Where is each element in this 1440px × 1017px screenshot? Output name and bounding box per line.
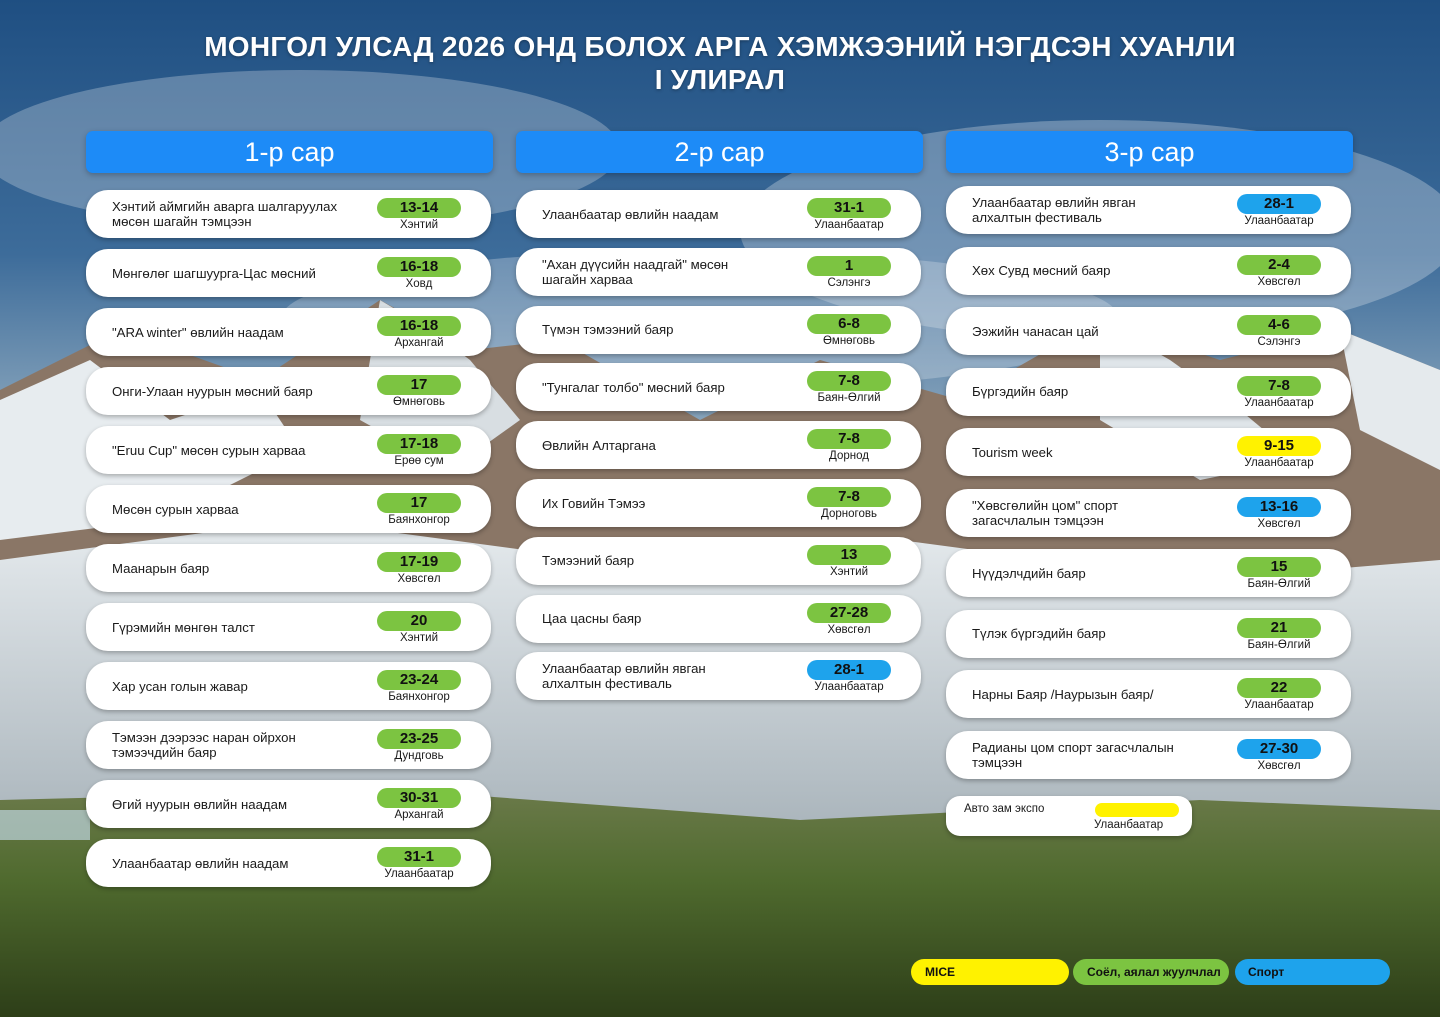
event-card[interactable]: [86, 721, 491, 769]
event-card[interactable]: [946, 307, 1351, 355]
legend-label: Спорт: [1248, 965, 1285, 979]
month-header: 2-р сар: [516, 131, 923, 173]
event-name-line: Тэмээний баяр: [542, 553, 635, 569]
event-card[interactable]: [946, 489, 1351, 537]
event-name-line: Бүргэдийн баяр: [972, 384, 1069, 399]
event-place: Хөвсгөл: [1257, 275, 1301, 288]
event-card[interactable]: [86, 780, 491, 828]
page-title-line-1: МОНГОЛ УЛСАД 2026 ОНД БОЛОХ АРГА ХЭМЖЭЭНИЙ НЭГДСЭН ХУАНЛИ: [204, 31, 1236, 62]
event-place: Улаанбаатар: [814, 219, 884, 231]
event-date-pill: 17-19: [377, 552, 461, 572]
event-date-pill: 21: [1237, 618, 1321, 638]
event-place: Улаанбаатар: [1244, 699, 1314, 711]
event-card[interactable]: [516, 190, 921, 238]
event-card[interactable]: [946, 368, 1351, 416]
event-place: Улаанбаатар: [814, 681, 884, 694]
event-name-line: шагайн харваа: [542, 271, 633, 287]
event-card[interactable]: [516, 248, 921, 296]
event-name: [542, 595, 807, 643]
event-date-pill: 16-18: [377, 316, 461, 336]
event-date-pill: 27-28: [807, 603, 891, 623]
event-date-pill: 2-4: [1237, 255, 1321, 275]
event-place: Дорнод: [829, 450, 869, 463]
event-date-pill: 20: [377, 611, 461, 631]
event-name: [972, 307, 1237, 355]
event-card[interactable]: [86, 426, 491, 474]
event-name: [542, 248, 807, 296]
legend-culture-tourism: [1073, 959, 1229, 985]
event-place: Өмнөговь: [392, 396, 446, 408]
event-date-pill: [1095, 803, 1179, 817]
event-name: [112, 544, 377, 592]
legend-label: Соёл, аялал жуулчлал: [1087, 965, 1221, 979]
event-name-line: тэмцээн: [972, 754, 1023, 770]
event-name-line: Гүрэмийн мөнгөн талст: [112, 619, 255, 635]
event-name-line: Хар усан голын жавар: [112, 678, 248, 694]
event-name-line: Түлэк бүргэдийн баяр: [972, 626, 1106, 641]
event-card[interactable]: [516, 421, 921, 469]
month-column-march: [946, 131, 1353, 772]
event-date-pill: 27-30: [1237, 739, 1321, 759]
event-name-line: Нарны Баяр /Наурызын баяр/: [972, 686, 1154, 702]
event-date-pill: 30-31: [377, 788, 461, 808]
event-name-line: алхалтын фестиваль: [542, 676, 672, 692]
event-card[interactable]: [946, 247, 1351, 295]
event-place: Дорноговь: [821, 508, 877, 520]
event-place: Баян-Өлгий: [1247, 638, 1311, 651]
event-date-pill: 22: [1237, 678, 1321, 698]
event-card-auto-expo[interactable]: [946, 796, 1192, 836]
event-card[interactable]: [86, 839, 491, 887]
event-name: [972, 670, 1237, 718]
event-name-line: Хөх Сувд мөсний баяр: [972, 263, 1111, 278]
event-name-line: загасчлалын тэмцээн: [972, 512, 1104, 528]
event-name: [542, 363, 807, 411]
event-card[interactable]: [946, 670, 1351, 718]
event-name: [112, 839, 377, 887]
event-place: Баянхонгор: [388, 691, 450, 703]
event-place: Улаанбаатар: [384, 868, 454, 880]
legend-mice: [911, 959, 1069, 985]
event-name-line: Улаанбаатар өвлийн явган: [542, 661, 706, 677]
event-place: Ховд: [405, 278, 433, 290]
event-name: [112, 662, 377, 710]
event-name: [112, 485, 377, 533]
event-place: Хэнтий: [399, 632, 438, 644]
event-name-line: Нүүдэлчдийн баяр: [972, 565, 1086, 581]
event-place: Хэнтий: [829, 565, 868, 578]
event-name: [972, 368, 1237, 416]
event-name-line: "Тунгалаг толбо" мөсний баяр: [542, 379, 725, 395]
event-date-pill: 13-14: [377, 198, 461, 218]
event-name: [112, 308, 377, 356]
event-card[interactable]: [86, 485, 491, 533]
event-card[interactable]: [946, 428, 1351, 476]
event-name-line: Мөнгөлөг шагшуурга-Цас мөсний: [112, 265, 316, 281]
event-date-pill: 17: [377, 375, 461, 395]
event-name-line: алхалтын фестиваль: [972, 210, 1102, 225]
event-name-line: Радианы цом спорт загасчлалын: [972, 739, 1174, 755]
event-card[interactable]: [86, 249, 491, 297]
event-name: [112, 249, 377, 297]
event-name-line: Их Говийн Тэмээ: [542, 495, 646, 511]
event-place: Архангай: [394, 337, 444, 349]
event-date-pill: 31-1: [377, 847, 461, 867]
event-card[interactable]: [516, 306, 921, 354]
event-name-line: Ээжийн чанасан цай: [972, 323, 1099, 339]
event-place: Ерөө сум: [394, 455, 444, 467]
event-card[interactable]: [86, 544, 491, 592]
event-place: Баянхонгор: [388, 514, 450, 526]
event-place: Баян-Өлгий: [1247, 578, 1311, 590]
month-column-february: [516, 131, 923, 694]
event-date-pill: 4-6: [1237, 315, 1321, 335]
event-name-line: Tourism week: [972, 444, 1053, 460]
event-name: [542, 306, 807, 354]
event-name: [972, 610, 1237, 658]
event-date-pill: 7-8: [807, 371, 891, 391]
event-name: [542, 479, 807, 527]
event-name-line: Мөсөн сурын харваа: [112, 501, 239, 517]
event-date-pill: 9-15: [1237, 436, 1321, 456]
event-name-line: Тэмээн дээрээс наран ойрхон: [112, 730, 296, 745]
event-place: Улаанбаатар: [1244, 215, 1314, 227]
event-place: Улаанбаатар: [1094, 819, 1164, 831]
event-place: Баян-Өлгий: [817, 392, 881, 405]
event-place: Хэнтий: [399, 219, 438, 231]
event-name: [972, 489, 1237, 537]
event-date-pill: 17-18: [377, 434, 461, 454]
event-date-pill: 28-1: [807, 660, 891, 680]
event-date-pill: 7-8: [807, 487, 891, 507]
event-place: Улаанбаатар: [1244, 396, 1314, 409]
event-date-pill: 23-25: [377, 729, 461, 749]
event-date-pill: 17: [377, 493, 461, 513]
event-name: [112, 426, 377, 474]
event-name-line: "Хөвсгөлийн цом" спорт: [972, 497, 1119, 513]
event-date-pill: 23-24: [377, 670, 461, 690]
event-name-line: Цаа цасны баяр: [542, 611, 642, 627]
event-place: Дундговь: [394, 750, 444, 762]
event-name: [972, 549, 1237, 597]
event-name-line: Онги-Улаан нуурын мөсний баяр: [112, 383, 313, 399]
month-column-january: [86, 131, 493, 880]
event-card[interactable]: [86, 367, 491, 415]
event-name-line: Маанарын баяр: [112, 560, 210, 576]
event-date-pill: 6-8: [807, 314, 891, 334]
event-name: [542, 421, 807, 469]
legend-label: MICE: [925, 965, 955, 979]
event-name-line: Улаанбаатар өвлийн наадам: [112, 855, 289, 871]
event-name: Авто зам экспо: [964, 803, 1045, 815]
event-name-line: Улаанбаатар өвлийн явган: [972, 195, 1136, 210]
event-name: [112, 780, 377, 828]
event-name: [112, 190, 377, 238]
event-place: Хөвсгөл: [1257, 517, 1301, 530]
event-date-pill: 13: [807, 545, 891, 565]
event-place: Сэлэнгэ: [1257, 336, 1301, 348]
event-date-pill: 13-16: [1237, 497, 1321, 517]
event-name: [542, 190, 807, 238]
event-name-line: "ARA winter" өвлийн наадам: [112, 324, 284, 340]
event-name-line: Хэнтий аймгийн аварга шалгаруулах: [112, 199, 338, 214]
event-date-pill: 16-18: [377, 257, 461, 277]
event-place: Архангай: [394, 809, 444, 821]
event-name-line: тэмээчдийн баяр: [112, 745, 217, 760]
page-title: [0, 30, 1440, 96]
month-header: 3-р сар: [946, 131, 1353, 173]
event-card[interactable]: [516, 595, 921, 643]
event-card[interactable]: [86, 308, 491, 356]
event-name: [112, 721, 377, 769]
event-card[interactable]: [516, 363, 921, 411]
event-name-line: Түмэн тэмээний баяр: [542, 322, 674, 338]
event-place: Хөвсгөл: [1257, 759, 1301, 772]
event-card[interactable]: [86, 190, 491, 238]
event-date-pill: 28-1: [1237, 194, 1321, 214]
event-name: [542, 652, 807, 700]
page-title-line-2: I УЛИРАЛ: [654, 64, 786, 95]
event-name: [112, 603, 377, 651]
event-name: [972, 186, 1237, 234]
event-place: Хөвсгөл: [827, 623, 871, 636]
event-date-pill: 15: [1237, 557, 1321, 577]
event-name: [542, 537, 807, 585]
event-place: Сэлэнгэ: [827, 276, 871, 289]
event-date-pill: 7-8: [1237, 376, 1321, 396]
event-name: [112, 367, 377, 415]
event-date-pill: 31-1: [807, 198, 891, 218]
event-card[interactable]: [86, 662, 491, 710]
event-card[interactable]: [946, 610, 1351, 658]
event-name-line: Өвлийн Алтаргана: [542, 437, 656, 453]
event-name: [972, 247, 1237, 295]
event-name-line: мөсөн шагайн тэмцээн: [112, 214, 252, 229]
event-name-line: "Ахан дүүсийн наадгай" мөсөн: [542, 256, 729, 272]
event-name-line: Улаанбаатар өвлийн наадам: [542, 206, 719, 222]
event-name-line: Өгий нуурын өвлийн наадам: [112, 796, 288, 812]
event-card[interactable]: [516, 652, 921, 700]
event-date-pill: 1: [807, 256, 891, 276]
event-place: Өмнөговь: [822, 334, 876, 347]
event-card[interactable]: [946, 731, 1351, 779]
event-card[interactable]: [946, 549, 1351, 597]
event-name: [972, 428, 1237, 476]
event-name-line: "Eruu Cup" мөсөн сурын харваа: [112, 442, 306, 458]
event-card[interactable]: [86, 603, 491, 651]
event-card[interactable]: [946, 186, 1351, 234]
event-card[interactable]: [516, 479, 921, 527]
event-date-pill: 7-8: [807, 429, 891, 449]
month-header: 1-р сар: [86, 131, 493, 173]
event-name: [972, 731, 1237, 779]
legend-sport: [1235, 959, 1390, 985]
event-place: Улаанбаатар: [1244, 457, 1314, 469]
event-place: Хөвсгөл: [397, 573, 441, 585]
event-card[interactable]: [516, 537, 921, 585]
